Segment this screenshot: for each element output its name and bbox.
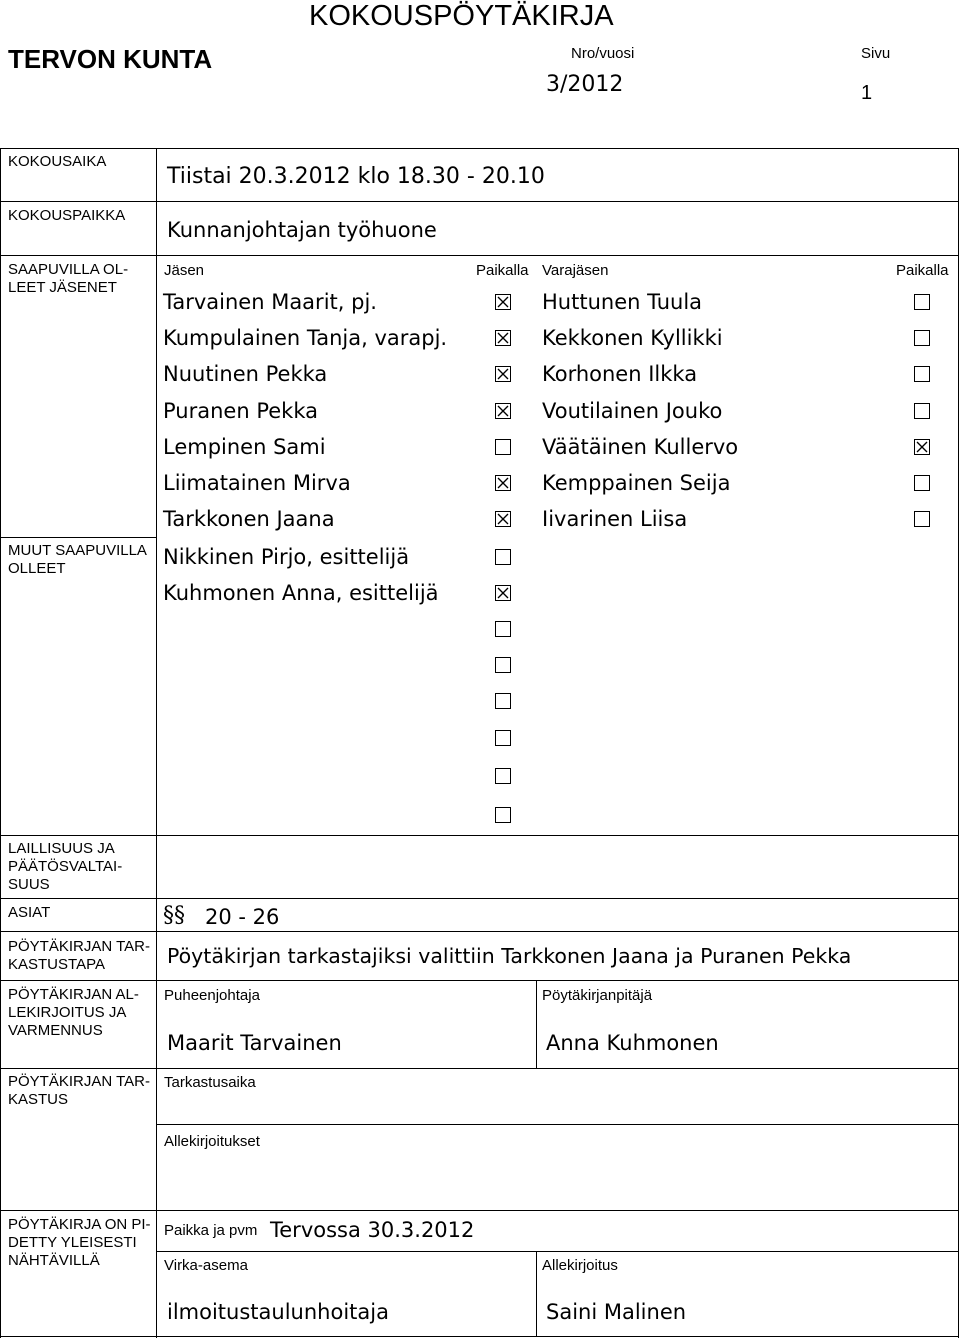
page-label: Sivu — [861, 45, 891, 62]
member-present-checkbox[interactable] — [495, 439, 511, 455]
other-present-checkbox[interactable] — [495, 585, 511, 601]
deputy-name: Väätäinen Kullervo — [542, 434, 739, 459]
deputy-name: Iivarinen Liisa — [542, 507, 688, 532]
deputy-column-header: Varajäsen — [542, 262, 609, 279]
meeting-place-label: KOKOUSPAIKKA — [8, 207, 126, 224]
deputy-present-checkbox[interactable] — [914, 511, 930, 527]
others-section-label: MUUT SAAPUVILLA OLLEET — [8, 542, 147, 577]
signature-label: Allekirjoitus — [542, 1257, 618, 1274]
other-present-checkbox[interactable] — [495, 657, 511, 673]
other-attendee-name: Kuhmonen Anna, esittelijä — [163, 581, 439, 605]
inspection-time-label: Tarkastusaika — [164, 1074, 256, 1091]
member-present-checkbox[interactable] — [495, 330, 511, 346]
deputy-present-checkbox[interactable] — [914, 366, 930, 382]
member-name: Liimatainen Mirva — [163, 471, 351, 495]
deputy-name: Voutilainen Jouko — [542, 398, 723, 423]
member-present-checkbox[interactable] — [495, 294, 511, 310]
deputy-name: Kemppainen Seija — [542, 471, 731, 495]
member-name: Kumpulainen Tanja, varapj. — [163, 326, 448, 351]
other-present-checkbox[interactable] — [495, 621, 511, 637]
meeting-place-value: Kunnanjohtajan työhuone — [167, 218, 437, 242]
other-present-checkbox[interactable] — [495, 730, 511, 746]
deputy-name: Kekkonen Kyllikki — [542, 326, 723, 351]
member-present-checkbox[interactable] — [495, 366, 511, 382]
inspection-signatures-label: Allekirjoitukset — [164, 1133, 260, 1150]
meeting-time-value: Tiistai 20.3.2012 klo 18.30 - 20.10 — [167, 164, 545, 189]
member-present-checkbox[interactable] — [495, 475, 511, 491]
deputy-present-checkbox[interactable] — [914, 475, 930, 491]
position-value: ilmoitustaulunhoitaja — [167, 1300, 389, 1324]
deputy-name: Korhonen Ilkka — [542, 362, 698, 387]
page-number: 1 — [861, 82, 873, 104]
number-label: Nro/vuosi — [571, 45, 635, 62]
legality-label: LAILLISUUS JA PÄÄTÖSVALTAI- SUUS — [8, 840, 123, 893]
member-present-checkbox[interactable] — [495, 511, 511, 527]
section-sign: §§ — [163, 903, 185, 928]
inspectors-value: Pöytäkirjan tarkastajiksi valittiin Tarkkonen Jaana ja Puranen Pekka — [167, 944, 852, 968]
chair-label: Puheenjohtaja — [164, 987, 260, 1004]
matters-label: ASIAT — [8, 904, 51, 921]
other-present-checkbox[interactable] — [495, 693, 511, 709]
secretary-label: Pöytäkirjanpitäjä — [542, 987, 653, 1004]
member-column-header: Jäsen — [164, 262, 205, 279]
member-name: Nuutinen Pekka — [163, 362, 328, 387]
deputy-present-checkbox[interactable] — [914, 403, 930, 419]
document-title: KOKOUSPÖYTÄKIRJA — [309, 0, 614, 32]
place-date-label: Paikka ja pvm — [164, 1222, 258, 1239]
place-date-value: Tervossa 30.3.2012 — [270, 1218, 475, 1242]
position-label: Virka-asema — [164, 1257, 248, 1274]
attendees-section-label: SAAPUVILLA OL- LEET JÄSENET — [8, 261, 129, 296]
other-present-checkbox[interactable] — [495, 549, 511, 565]
signature-value: Saini Malinen — [546, 1300, 687, 1324]
member-present-checkbox[interactable] — [495, 403, 511, 419]
secretary-signature: Anna Kuhmonen — [546, 1031, 719, 1055]
deputy-present-checkbox[interactable] — [914, 330, 930, 346]
chair-signature: Maarit Tarvainen — [167, 1031, 342, 1055]
signing-label: PÖYTÄKIRJAN AL- LEKIRJOITUS JA VARMENNUS — [8, 986, 139, 1039]
deputy-present-checkbox[interactable] — [914, 439, 930, 455]
other-present-checkbox[interactable] — [495, 768, 511, 784]
number-value: 3/2012 — [546, 72, 624, 97]
member-name: Tarvainen Maarit, pj. — [163, 290, 377, 314]
member-present-header: Paikalla — [476, 262, 529, 279]
inspection-label: PÖYTÄKIRJAN TAR- KASTUS — [8, 1073, 150, 1108]
matters-value: 20 - 26 — [205, 905, 280, 929]
member-name: Puranen Pekka — [163, 398, 318, 423]
other-present-checkbox[interactable] — [495, 807, 511, 823]
member-name: Lempinen Sami — [163, 434, 326, 459]
deputy-present-header: Paikalla — [896, 262, 949, 279]
member-name: Tarkkonen Jaana — [163, 507, 335, 532]
organization-name: TERVON KUNTA — [8, 44, 213, 74]
public-display-label: PÖYTÄKIRJA ON PI- DETTY YLEISESTI NÄHTÄVILLÄ — [8, 1216, 151, 1269]
inspectors-label: PÖYTÄKIRJAN TAR- KASTUSTAPA — [8, 938, 150, 973]
other-attendee-name: Nikkinen Pirjo, esittelijä — [163, 545, 410, 569]
deputy-name: Huttunen Tuula — [542, 290, 703, 314]
meeting-time-label: KOKOUSAIKA — [8, 153, 107, 170]
deputy-present-checkbox[interactable] — [914, 294, 930, 310]
